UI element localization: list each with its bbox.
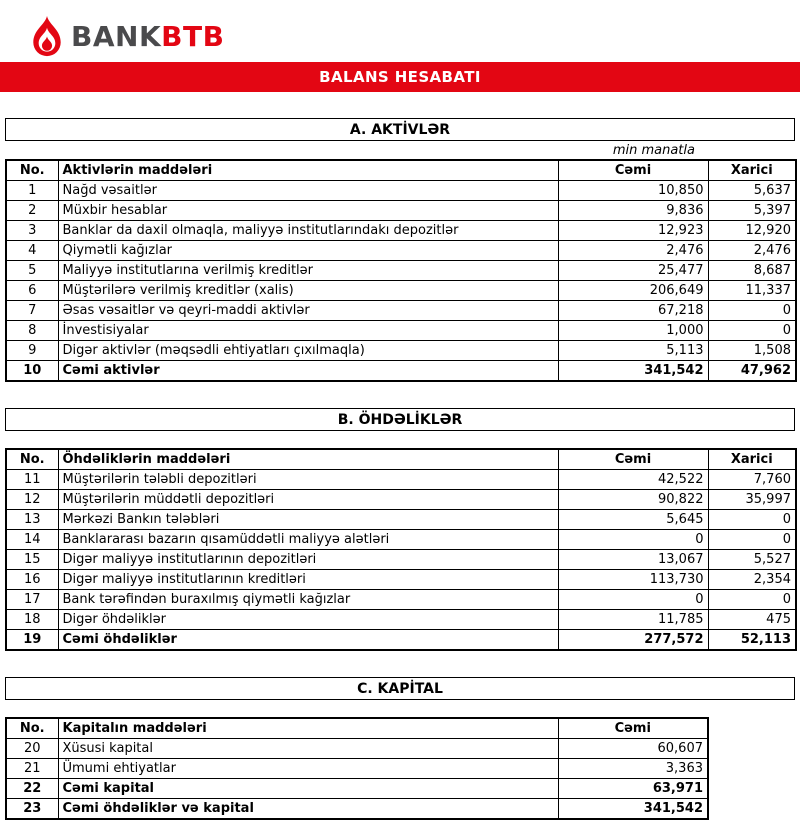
table-row bbox=[6, 281, 796, 301]
table-row bbox=[6, 221, 796, 241]
cell-cemi: 11,785 bbox=[558, 610, 708, 630]
cell-cemi: 12,923 bbox=[558, 221, 708, 241]
cell-xarici: 475 bbox=[708, 610, 796, 630]
spacer bbox=[5, 700, 795, 717]
table-row bbox=[6, 510, 796, 530]
table-header-row bbox=[6, 449, 796, 470]
cell-cemi: 5,113 bbox=[558, 341, 708, 361]
cell-no: 5 bbox=[6, 261, 58, 281]
table-row bbox=[6, 321, 796, 341]
cell-cemi: 90,822 bbox=[558, 490, 708, 510]
cell-cemi: 341,542 bbox=[558, 799, 708, 820]
cell-no: 22 bbox=[6, 779, 58, 799]
table-row bbox=[6, 739, 708, 759]
table-row bbox=[6, 530, 796, 550]
cell-no: 14 bbox=[6, 530, 58, 550]
cell-cemi: 42,522 bbox=[558, 470, 708, 490]
cell-xarici: 0 bbox=[708, 510, 796, 530]
cell-label: Cəmi öhdəliklər bbox=[58, 630, 558, 651]
cell-cemi: 13,067 bbox=[558, 550, 708, 570]
cell-cemi: 206,649 bbox=[558, 281, 708, 301]
cell-xarici: 47,962 bbox=[708, 361, 796, 382]
table-row bbox=[6, 590, 796, 610]
cell-label: Müxbir hesablar bbox=[58, 201, 558, 221]
cell-no: 21 bbox=[6, 759, 58, 779]
cell-label: Banklar da daxil olmaqla, maliyyə institutlarındakı depozitlər bbox=[58, 221, 558, 241]
cell-no: 20 bbox=[6, 739, 58, 759]
col-xarici: Xarici bbox=[708, 160, 796, 181]
total-row bbox=[6, 361, 796, 382]
col-label: Aktivlərin maddələri bbox=[58, 160, 558, 181]
cell-label: Mərkəzi Bankın tələbləri bbox=[58, 510, 558, 530]
col-xarici: Xarici bbox=[708, 449, 796, 470]
cell-cemi: 10,850 bbox=[558, 181, 708, 201]
cell-no: 1 bbox=[6, 181, 58, 201]
cell-label: İnvestisiyalar bbox=[58, 321, 558, 341]
cell-no: 3 bbox=[6, 221, 58, 241]
cell-xarici: 35,997 bbox=[708, 490, 796, 510]
cell-label: Ümumi ehtiyatlar bbox=[58, 759, 558, 779]
cell-label: Cəmi öhdəliklər və kapital bbox=[58, 799, 558, 820]
section-aktivler bbox=[5, 118, 795, 382]
cell-no: 2 bbox=[6, 201, 58, 221]
col-no: No. bbox=[6, 718, 58, 739]
table-row bbox=[6, 759, 708, 779]
col-label: Öhdəliklərin maddələri bbox=[58, 449, 558, 470]
cell-no: 11 bbox=[6, 470, 58, 490]
bank-logo bbox=[0, 0, 800, 62]
section-title: C. KAPİTAL bbox=[357, 680, 443, 697]
table-header-row bbox=[6, 160, 796, 181]
table-row bbox=[6, 470, 796, 490]
cell-cemi: 63,971 bbox=[558, 779, 708, 799]
cell-cemi: 277,572 bbox=[558, 630, 708, 651]
cell-cemi: 5,645 bbox=[558, 510, 708, 530]
cell-label: Digər maliyyə institutlarının depozitləri bbox=[58, 550, 558, 570]
table-header-row bbox=[6, 718, 708, 739]
total-row bbox=[6, 799, 708, 820]
cell-xarici: 7,760 bbox=[708, 470, 796, 490]
table-row bbox=[6, 550, 796, 570]
col-label: Kapitalın maddələri bbox=[58, 718, 558, 739]
cell-label: Müştərilərə verilmiş kreditlər (xalis) bbox=[58, 281, 558, 301]
cell-label: Əsas vəsaitlər və qeyri-maddi aktivlər bbox=[58, 301, 558, 321]
logo-text-bank: BANK bbox=[71, 20, 162, 53]
col-cemi: Cəmi bbox=[558, 160, 708, 181]
cell-no: 7 bbox=[6, 301, 58, 321]
section-header bbox=[5, 118, 795, 141]
cell-label: Digər öhdəliklər bbox=[58, 610, 558, 630]
table-row bbox=[6, 341, 796, 361]
cell-no: 15 bbox=[6, 550, 58, 570]
cell-label: Müştərilərin tələbli depozitləri bbox=[58, 470, 558, 490]
cell-cemi: 60,607 bbox=[558, 739, 708, 759]
section-header bbox=[5, 677, 795, 700]
ohdelikler-table bbox=[5, 448, 797, 651]
cell-no: 18 bbox=[6, 610, 58, 630]
cell-label: Maliyyə institutlarına verilmiş kreditlər bbox=[58, 261, 558, 281]
cell-no: 10 bbox=[6, 361, 58, 382]
cell-label: Digər aktivlər (məqsədli ehtiyatları çıxılmaqla) bbox=[58, 341, 558, 361]
cell-label: Banklararası bazarın qısamüddətli maliyyə alətləri bbox=[58, 530, 558, 550]
section-kapital bbox=[5, 677, 795, 820]
cell-no: 8 bbox=[6, 321, 58, 341]
cell-label: Nağd vəsaitlər bbox=[58, 181, 558, 201]
cell-cemi: 113,730 bbox=[558, 570, 708, 590]
cell-xarici: 1,508 bbox=[708, 341, 796, 361]
cell-xarici: 0 bbox=[708, 321, 796, 341]
cell-no: 16 bbox=[6, 570, 58, 590]
cell-xarici: 8,687 bbox=[708, 261, 796, 281]
cell-cemi: 9,836 bbox=[558, 201, 708, 221]
kapital-table bbox=[5, 717, 709, 820]
report-body bbox=[0, 118, 800, 820]
table-row bbox=[6, 610, 796, 630]
cell-label: Bank tərəfindən buraxılmış qiymətli kağızlar bbox=[58, 590, 558, 610]
report-banner bbox=[0, 62, 800, 92]
unit-note: min manatla bbox=[612, 143, 695, 158]
cell-xarici: 2,354 bbox=[708, 570, 796, 590]
cell-label: Xüsusi kapital bbox=[58, 739, 558, 759]
section-ohdelikler bbox=[5, 408, 795, 651]
col-no: No. bbox=[6, 160, 58, 181]
cell-cemi: 67,218 bbox=[558, 301, 708, 321]
cell-cemi: 3,363 bbox=[558, 759, 708, 779]
section-header bbox=[5, 408, 795, 431]
table-row bbox=[6, 181, 796, 201]
cell-xarici: 5,527 bbox=[708, 550, 796, 570]
cell-xarici: 5,397 bbox=[708, 201, 796, 221]
total-row bbox=[6, 630, 796, 651]
cell-xarici: 2,476 bbox=[708, 241, 796, 261]
logo-text bbox=[71, 20, 225, 53]
section-title: A. AKTİVLƏR bbox=[349, 121, 451, 138]
flame-icon bbox=[30, 15, 64, 60]
cell-label: Cəmi aktivlər bbox=[58, 361, 558, 382]
cell-label: Cəmi kapital bbox=[58, 779, 558, 799]
table-row bbox=[6, 261, 796, 281]
cell-no: 9 bbox=[6, 341, 58, 361]
cell-cemi: 1,000 bbox=[558, 321, 708, 341]
cell-no: 23 bbox=[6, 799, 58, 820]
cell-cemi: 25,477 bbox=[558, 261, 708, 281]
cell-xarici: 12,920 bbox=[708, 221, 796, 241]
cell-xarici: 5,637 bbox=[708, 181, 796, 201]
cell-no: 19 bbox=[6, 630, 58, 651]
cell-no: 17 bbox=[6, 590, 58, 610]
cell-xarici: 11,337 bbox=[708, 281, 796, 301]
aktivler-table bbox=[5, 159, 797, 382]
table-row bbox=[6, 201, 796, 221]
cell-no: 4 bbox=[6, 241, 58, 261]
spacer bbox=[5, 431, 795, 448]
cell-cemi: 341,542 bbox=[558, 361, 708, 382]
cell-cemi: 0 bbox=[558, 590, 708, 610]
logo-text-btb: BTB bbox=[161, 20, 225, 53]
col-cemi: Cəmi bbox=[558, 718, 708, 739]
report-title: BALANS HESABATI bbox=[319, 68, 481, 86]
cell-label: Müştərilərin müddətli depozitləri bbox=[58, 490, 558, 510]
table-row bbox=[6, 241, 796, 261]
col-no: No. bbox=[6, 449, 58, 470]
cell-no: 13 bbox=[6, 510, 58, 530]
cell-cemi: 0 bbox=[558, 530, 708, 550]
cell-xarici: 0 bbox=[708, 301, 796, 321]
section-title: B. ÖHDƏLİKLƏR bbox=[337, 411, 463, 428]
table-row bbox=[6, 301, 796, 321]
cell-label: Qiymətli kağızlar bbox=[58, 241, 558, 261]
cell-xarici: 0 bbox=[708, 530, 796, 550]
table-row bbox=[6, 570, 796, 590]
col-cemi: Cəmi bbox=[558, 449, 708, 470]
total-row bbox=[6, 779, 708, 799]
cell-xarici: 0 bbox=[708, 590, 796, 610]
cell-xarici: 52,113 bbox=[708, 630, 796, 651]
cell-no: 6 bbox=[6, 281, 58, 301]
cell-label: Digər maliyyə institutlarının kreditləri bbox=[58, 570, 558, 590]
cell-no: 12 bbox=[6, 490, 58, 510]
cell-cemi: 2,476 bbox=[558, 241, 708, 261]
table-row bbox=[6, 490, 796, 510]
